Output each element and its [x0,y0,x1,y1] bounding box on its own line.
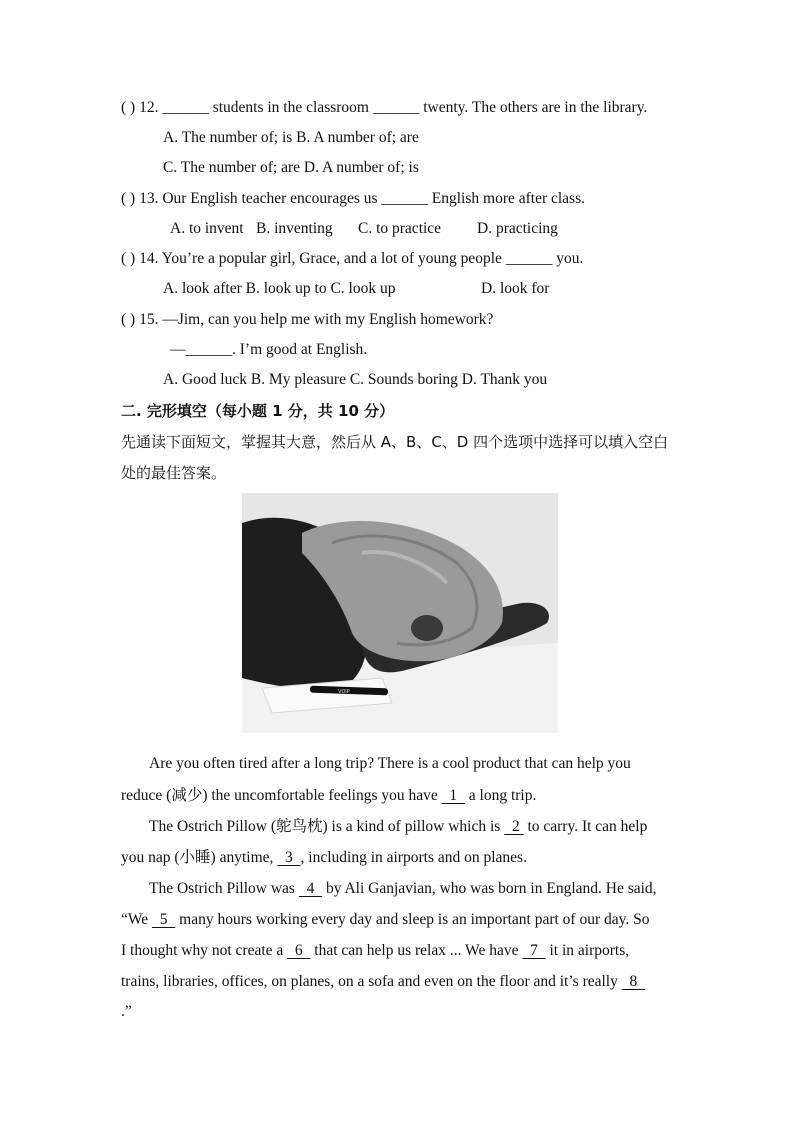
passage-text: that can help us relax ... We have [310,942,523,959]
passage-text: many hours working every day and sleep is an important part of our day. So [175,911,650,928]
q12-stem: ( ) 12. ______ students in the classroom ______ twenty. The others are in the library. [121,99,648,116]
passage-p1-line2 [121,786,536,806]
blank-2: 2 [504,818,524,835]
passage-p3-line2 [121,910,650,930]
passage-text: to carry. It can help [523,818,648,835]
q13-option-b: B. inventing [256,220,333,237]
q15-options: A. Good luck B. My pleasure C. Sounds boring D. Thank you [163,371,548,388]
q13-option-c: C. to practice [358,220,442,237]
q15-stem: ( ) 15. —Jim, can you help me with my English homework? [121,311,494,328]
passage-p3-line1 [149,879,657,899]
passage-text: you nap (小睡) anytime, [121,849,278,866]
passage-p2-line1 [149,817,647,837]
q12-options-ab: A. The number of; is B. A number of; are [163,129,419,146]
pen-label: VOIP [338,689,350,695]
passage-p1-line1: Are you often tired after a long trip? There is a cool product that can help you [149,755,631,772]
ostrich-pillow-photo [242,493,558,733]
passage-text: it in airports, [545,942,630,959]
section-heading: 二. 完形填空（每小题 1 分，共 10 分） [121,402,395,420]
section-instruction-line1: 先通读下面短文，掌握其大意，然后从 A、B、C、D 四个选项中选择可以填入空白 [121,433,669,451]
blank-6: 6 [287,942,311,959]
blank-4: 4 [298,880,323,897]
passage-text: “We [121,911,153,928]
passage-text: The Ostrich Pillow (鸵鸟枕) is a kind of pillow which is [149,818,505,835]
passage-text: The Ostrich Pillow was [149,880,299,897]
passage-p3-line4 [121,972,645,992]
passage-p2-line2 [121,848,527,868]
passage-p3-line5: .” [121,1003,132,1020]
ostrich-pillow-illustration [242,493,558,733]
passage-p3-line3 [121,941,629,961]
passage-text: trains, libraries, offices, on planes, on a sofa and even on the floor and it’s really [121,973,622,990]
blank-5: 5 [152,911,176,928]
blank-1: 1 [441,787,465,804]
q14-options-abc: A. look after B. look up to C. look up [163,280,396,297]
passage-text: , including in airports and on planes. [300,849,527,866]
passage-text: a long trip. [464,787,537,804]
passage-text: I thought why not create a [121,942,288,959]
passage-text: by Ali Ganjavian, who was born in England. He said, [322,880,657,897]
q14-option-d: D. look for [481,280,550,297]
passage-text: reduce (减少) the uncomfortable feelings you have [121,787,442,804]
q14-stem: ( ) 14. You’re a popular girl, Grace, and a lot of young people ______ you. [121,250,584,267]
blank-7: 7 [522,942,546,959]
q15-reply: —______. I’m good at English. [170,341,368,358]
blank-3: 3 [277,849,301,866]
q12-options-cd: C. The number of; are D. A number of; is [163,159,419,176]
q13-stem: ( ) 13. Our English teacher encourages us ______ English more after class. [121,190,586,207]
q13-option-d: D. practicing [477,220,558,237]
q13-option-a: A. to invent [170,220,244,237]
section-instruction-line2: 处的最佳答案。 [121,464,227,482]
blank-8: 8 [621,973,645,990]
